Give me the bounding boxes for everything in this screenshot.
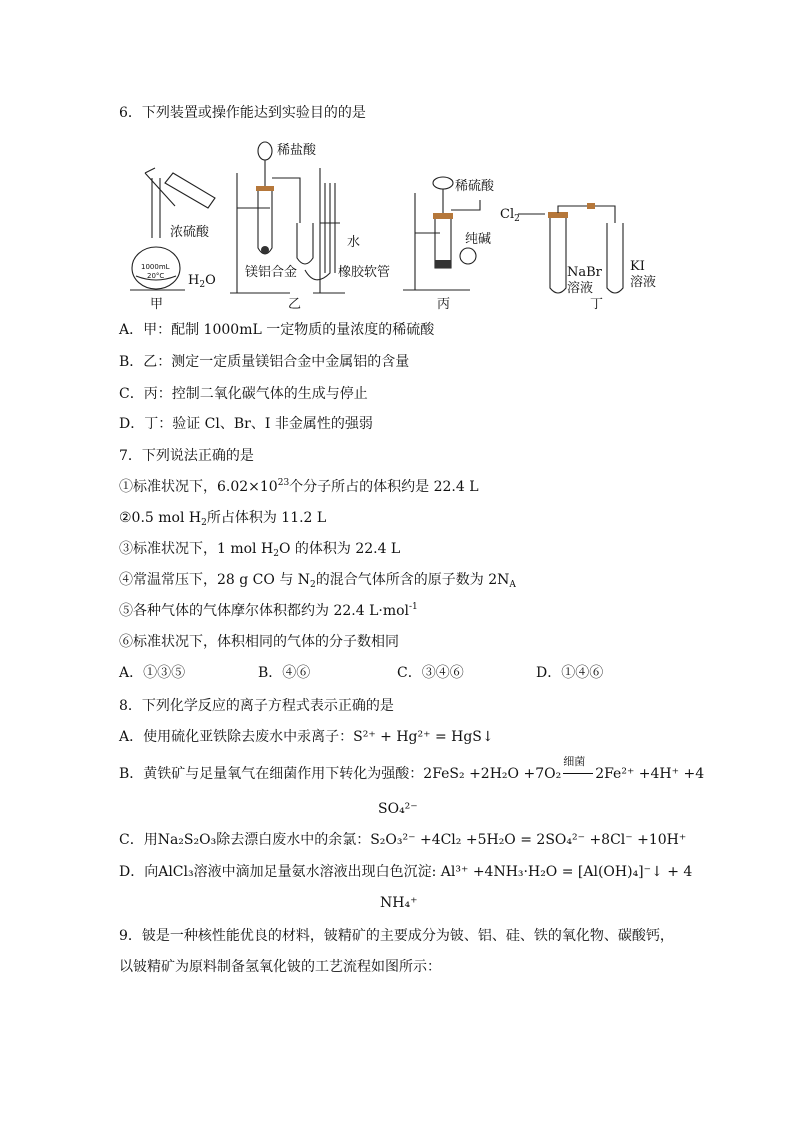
q7-choice-d: D．①④⑥ [536,665,604,681]
q8-option-d-cont: NH₄⁺ [380,895,418,911]
svg-text:镁铝合金: 镁铝合金 [245,265,298,280]
jia-label: 甲 [150,297,164,312]
q7-statement-2: ②0.5 mol $H_2$所占体积为 11.2 L [119,510,327,528]
svg-text:20°C: 20°C [147,272,165,280]
q6-option-a: A．甲：配制 1000mL 一定物质的量浓度的稀硫酸 [119,322,435,338]
q7-statement-5: ⑤各种气体的气体摩尔体积都约为 22.4 L·mol$^{-1}$ [119,602,418,619]
q6-option-b: B．乙：测定一定质量镁铝合金中金属铝的含量 [119,354,410,370]
apparatus-bing [403,177,495,312]
q6-option-d: D．丁：验证 Cl、Br、I 非金属性的强弱 [119,416,373,432]
svg-text:溶液: 溶液 [630,275,657,290]
apparatus-jia [130,168,216,312]
svg-text:1000mL: 1000mL [141,263,170,271]
svg-text:溶液: 溶液 [567,281,594,296]
svg-text:水: 水 [347,235,361,250]
q7-statement-6: ⑥标准状况下，体积相同的气体的分子数相同 [119,634,399,650]
apparatus-drawing [125,138,685,316]
q7-statement-1: ①标准状况下，$6.02\times 10^{23}$个分子所占的体积约是 22.4 L [119,478,479,495]
q8-option-b-cont: SO₄²⁻ [378,801,418,817]
svg-text:丙: 丙 [437,297,451,312]
q9-stem-line1: 9．铍是一种核性能优良的材料，铍精矿的主要成分为铍、铝、硅、铁的氧化物、碳酸钙， [119,928,674,944]
svg-text:稀硫酸: 稀硫酸 [455,179,495,194]
q7-stem: 7．下列说法正确的是 [119,448,254,464]
svg-text:稀盐酸: 稀盐酸 [277,143,317,158]
q7-statement-4: ④常温常压下，28 g CO 与 $N_2$的混合气体所含的原子数为 $2N_A$ [119,572,516,590]
q6-stem: 6．下列装置或操作能达到实验目的的是 [119,105,366,121]
q6-option-c: C．丙：控制二氧化碳气体的生成与停止 [119,386,368,402]
q7-choice-a: A．①③⑤ [119,665,186,681]
q8-stem: 8．下列化学反应的离子方程式表示正确的是 [119,698,394,714]
apparatus-yi [230,142,390,312]
svg-text:NaBr: NaBr [567,265,602,280]
q8-option-d: D．向AlCl₃溶液中滴加足量氨水溶液出现白色沉淀: Al³⁺ +4NH₃·H₂O = [Al(OH)₄]⁻↓ + 4 [119,864,693,880]
svg-text:Cl2: $Cl_2$ [500,207,520,224]
q7-statement-3: ③标准状况下，1 mol $H_2O$ 的体积为 22.4 L [119,541,401,559]
q6-apparatus-figure [125,138,685,316]
q8-option-a: A．使用硫化亚铁除去废水中汞离子：S²⁺ + Hg²⁺ = HgS↓ [119,729,494,745]
apparatus-ding [500,203,656,312]
svg-text:H2O: $H_2O$ [188,273,216,290]
q7-choice-c: C．③④⑥ [397,665,464,681]
q9-stem-line2: 以铍精矿为原料制备氢氧化铍的工艺流程如图所示： [119,959,441,975]
svg-text:丁: 丁 [590,297,604,312]
svg-text:KI: KI [630,259,645,274]
svg-text:乙: 乙 [288,297,302,312]
svg-text:橡胶软管: 橡胶软管 [338,265,391,280]
jia-reagent: 浓硫酸 [170,225,210,240]
q8-option-b: B．黄铁矿与足量氧气在细菌作用下转化为强酸：2FeS₂ +2H₂O +7O₂ 细菌 2Fe²⁺ +4H⁺ +4 [119,755,705,782]
q8-option-c: C．用Na₂S₂O₃除去漂白废水中的余氯：S₂O₃²⁻ +4Cl₂ +5H₂O = 2SO₄²⁻ +8Cl⁻ +10H⁺ [119,832,687,848]
svg-text:纯碱: 纯碱 [465,232,492,247]
q7-choice-b: B．④⑥ [258,665,311,681]
